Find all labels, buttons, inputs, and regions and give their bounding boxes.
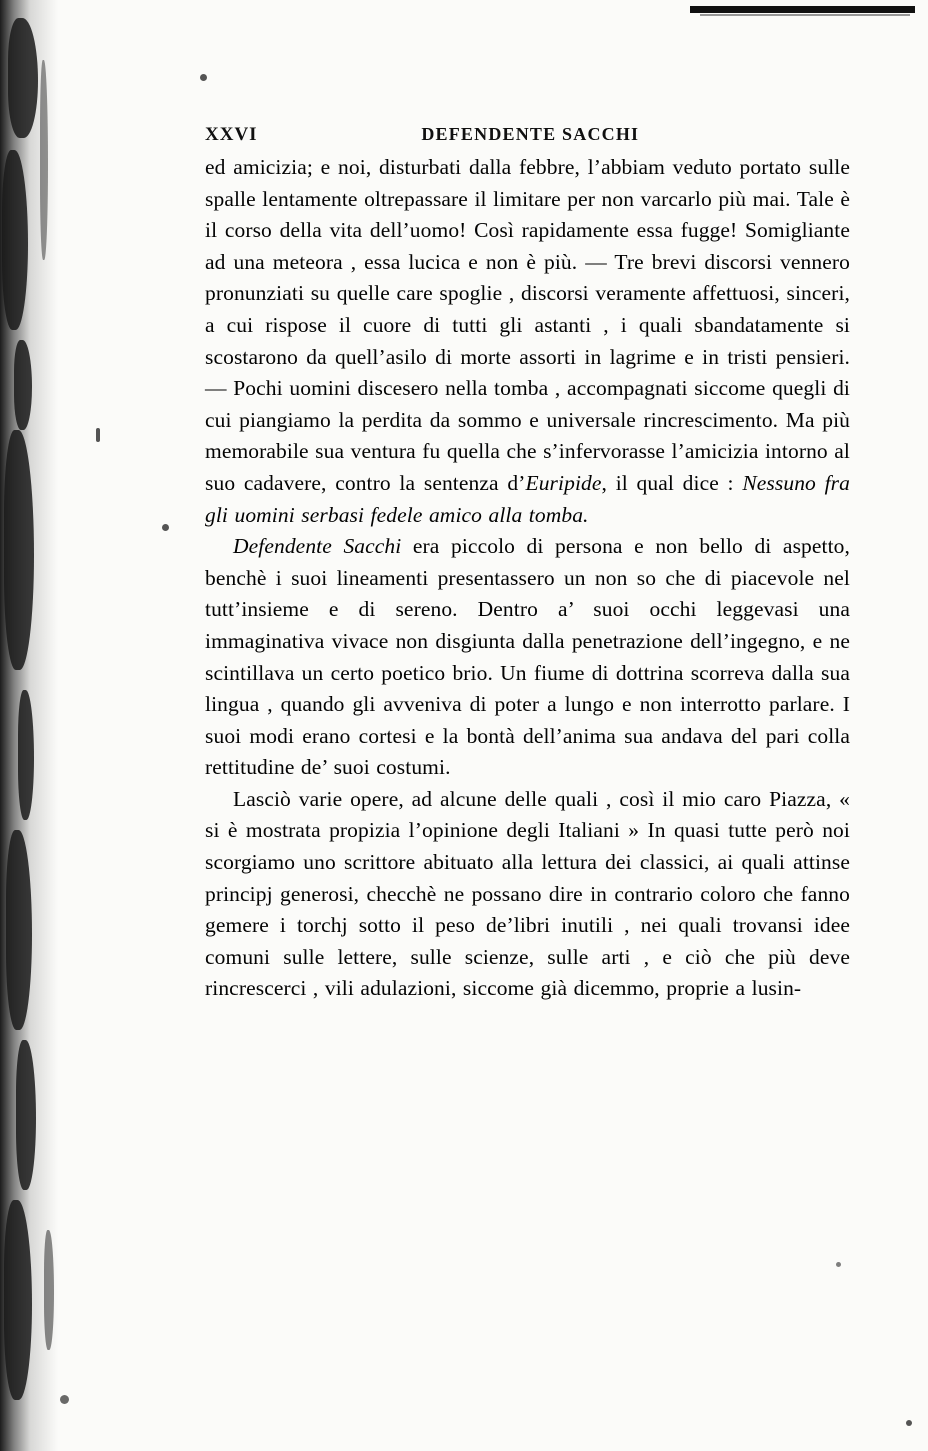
text-run: Euripide: [525, 470, 602, 495]
scan-speck: [96, 428, 100, 442]
scan-speck: [162, 524, 169, 531]
text-run: Lasciò varie opere, ad alcune delle quali , così il mio caro Piazza, « si è mostrata propizia l’opinione degli Italiani » In quasi tutte però noi scorgiamo uno scrittore abituato alla lettura dei classici, ai quali attinse principj generosi, checchè ne possano dire in contrario coloro che fanno gemere i torchj sotto il peso de’libri inutili , nei quali trovansi idee comuni sulle lettere, sulle scienze, sulle arti , e ciò che più deve rincrescerci , vili adulazioni, siccome già dicemmo, proprie a lusin-: [205, 786, 850, 1001]
page-top-rule: [690, 6, 915, 13]
text-run: ed amicizia; e noi, disturbati dalla febbre, l’abbiam veduto portato sulle spalle lentamente oltrepassare il limitare per non varcarlo più mai. Tale è il corso della vita dell’uomo! Così rapidamente essa fugge! Somigliante ad una meteora , essa lucica e non è più. — Tre brevi discorsi vennero pronunziati su quelle care spoglie , discorsi veramente affettuosi, sinceri, a cui rispose il cuore di tutti gli astanti , i quali sbandatamente si scostarono da quell’asilo di morte assorti in lagrime e in tristi pensieri. — Pochi uomini discesero nella tomba , accompagnati siccome quegli di cui piangiamo la perdita da sommo e universale rincrescimento. Ma più memorabile sua ventura fu quella che s’infervorasse l’amicizia intorno al suo cadavere, contro la sentenza d’: [205, 155, 850, 495]
scan-speck: [200, 74, 207, 81]
text-run: Defendente Sacchi: [233, 534, 402, 559]
text-run: , il qual dice :: [601, 470, 743, 495]
text-run: era piccolo di persona e non bello di aspetto, benchè i suoi lineamenti presentassero un non so che di piacevole nel tutt’insieme e di sereno. Dentro a’ suoi occhi leggevasi una immaginativa vivace non disgiunta dalla penetrazione dell’ingegno, e ne scintillava un certo poetico brio. Un fiume di dottrina scorreva dalla sua lingua , quando gli avveniva di poter a lungo e non interrotto parlare. I suoi modi erano cortesi e la bontà dell’anima sua andava del pari colla rettitudine de’ suoi costumi.: [205, 534, 851, 780]
scan-edge-shadow: [0, 0, 62, 1451]
running-head: DEFENDENTE SACCHI: [421, 124, 640, 144]
text-run: Nessuno fra gli uomini serbasi fedele amico alla tomba.: [205, 470, 850, 527]
page-header: [205, 124, 845, 146]
para-2: [205, 531, 850, 784]
scan-edge-blots: [0, 0, 70, 1451]
page-body-text: [205, 152, 850, 1005]
folio-number: XXVI: [205, 124, 258, 145]
scan-speck: [906, 1420, 912, 1426]
para-3: [205, 784, 850, 1005]
para-1: [205, 152, 850, 531]
scan-speck: [836, 1262, 841, 1267]
page-top-rule-secondary: [700, 14, 910, 16]
scan-speck: [60, 1395, 69, 1404]
